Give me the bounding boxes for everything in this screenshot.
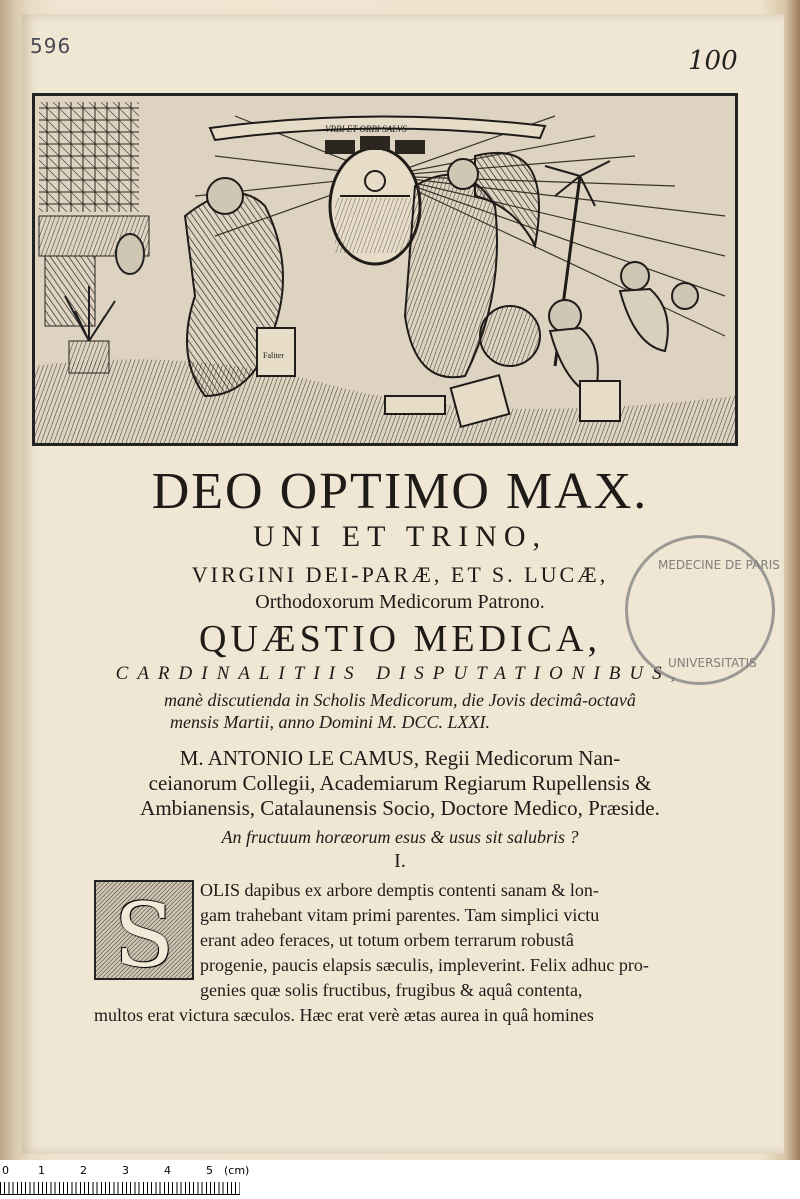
library-stamp [625, 535, 780, 685]
title-date: mensis Martii, anno Domini M. DCC. LXXI. [169, 712, 490, 732]
shelf-grid [39, 102, 139, 212]
body-line-2: gam trahebant vitam primi parentes. Tam simplici victu [200, 905, 600, 925]
praeses-line-2: ceianorum Collegii, Academiarum Regiarum Rupellensis & [148, 771, 652, 795]
praeses-line-3: Ambianensis, Catalaunensis Socio, Doctore Medico, Præside. [140, 796, 660, 820]
body-line-6: multos erat victura sæculos. Hæc erat verè ætas aurea in quâ homines [94, 1005, 594, 1025]
flask-icon [116, 234, 144, 274]
thesis-question: An fructuum horæorum esus & usus sit salubris ? [221, 827, 579, 847]
manuscript-folio-number: 100 [688, 46, 738, 76]
svg-text:Faliter: Faliter [263, 351, 284, 360]
globe-icon [480, 306, 540, 366]
praeses-line-1: M. ANTONIO LE CAMUS, Regii Medicorum Nan- [179, 746, 621, 770]
section-number: I. [394, 850, 406, 872]
woodcut-drawing [35, 96, 735, 443]
initial-letter: S [113, 884, 175, 987]
body-line-3: erant adeo feraces, ut totum orbem terrarum robustâ [200, 930, 574, 950]
svg-text:VRBI ET ORBI SALVS: VRBI ET ORBI SALVS [325, 124, 407, 134]
stamp-bottom-text: UNIVERSITATIS [668, 656, 757, 670]
title-virgini: VIRGINI DEI-PARÆ, ET S. LUCÆ, [191, 562, 609, 587]
ruler-label-5: 5 [206, 1164, 213, 1177]
title-patrono: Orthodoxorum Medicorum Patrono. [255, 591, 545, 613]
ruler-label-2: 2 [80, 1164, 87, 1177]
scale-ruler [0, 1160, 800, 1199]
ruler-unit: (cm) [224, 1164, 250, 1177]
ruler-label-3: 3 [122, 1164, 129, 1177]
body-line-4: progenie, paucis elapsis sæculis, impleverint. Felix adhuc pro- [200, 955, 649, 975]
ruler-label-0: 0 [2, 1164, 9, 1177]
title-cardinalitiis: CARDINALITIIS DISPUTATIONIBUS, [115, 663, 685, 684]
manuscript-page-number: 596 [30, 34, 72, 58]
ruler-label-1: 1 [38, 1164, 45, 1177]
title-quaestio-medica: QUÆSTIO MEDICA, [199, 618, 601, 660]
woodcut-illustration [32, 93, 738, 446]
title-discutienda: manè discutienda in Scholis Medicorum, die Jovis decimâ-octavâ [164, 690, 636, 710]
title-uni-et-trino: UNI ET TRINO, [252, 520, 548, 553]
ruler-label-4: 4 [164, 1164, 171, 1177]
stamp-top-text: MEDECINE DE PARIS [658, 558, 780, 572]
ruler-ticks [0, 1182, 240, 1195]
decorated-initial [94, 880, 194, 987]
body-line-5: genies quæ solis fructibus, frugibus & aquâ contenta, [200, 980, 583, 1000]
title-deo-optimo: DEO OPTIMO MAX. [151, 463, 649, 520]
body-line-1: OLIS dapibus ex arbore demptis contenti sanam & lon- [200, 880, 599, 900]
